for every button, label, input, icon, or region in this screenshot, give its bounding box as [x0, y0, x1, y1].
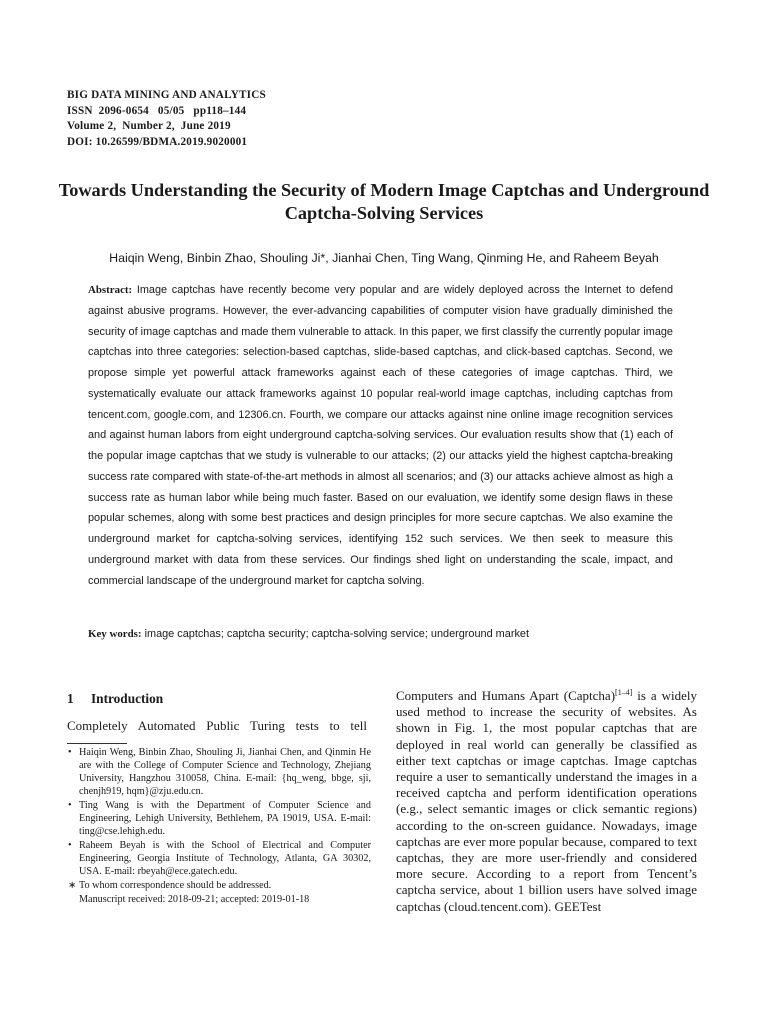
- journal-name: BIG DATA MINING AND ANALYTICS: [67, 89, 266, 101]
- footnote: [67, 839, 371, 878]
- intro-left-text: Completely Automated Public Turing tests to tell: [67, 718, 367, 733]
- section-number: 1: [67, 691, 74, 706]
- doi-line: DOI: 10.26599/BDMA.2019.9020001: [67, 135, 248, 148]
- manuscript-dates: Manuscript received: 2018-09-21; accepted: 2019-01-18: [79, 894, 310, 905]
- keywords-text: image captchas; captcha security; captcha-solving service; underground market: [144, 628, 529, 640]
- footnote: [67, 879, 371, 892]
- intro-right-text: [396, 688, 697, 915]
- footnote-text: Haiqin Weng, Binbin Zhao, Shouling Ji, Jianhai Chen, and Qinmin He are with the College of Computer Science and Technology, Zhejiang University, Hangzhou 310058, China. E-mail: {hq_weng, bbge, sji, chenjh919, hqm}@zju.edu.cn.: [79, 747, 371, 797]
- keywords-label: Key words:: [88, 628, 142, 640]
- abstract-text: Image captchas have recently become very popular and are widely deployed across the Internet to defend against abusive programs. However, the ever-advancing capabilities of computer vision have gradually diminished the security of image captchas and made them vulnerable to attack. In this paper, we first classify the currently popular image captchas into three categories: selection-based captchas, slide-based captchas, and click-based captchas. Second, we propose simple yet powerful attack frameworks against each of these categories of image captchas. Third, we systematically evaluate our attack frameworks against 10 popular real-world image captchas, including captchas from tencent.com, google.com, and 12306.cn. Fourth, we compare our attacks against nine online image recognition services and against human labors from eight underground captcha-solving services. Our evaluation results show that (1) each of the popular image captchas that we study is vulnerable to our attacks; (2) our attacks yield the highest captcha-breaking success rate compared with state-of-the-art methods in almost all scenarios; and (3) our attacks achieve almost as high a success rate as human labor while being much faster. Based on our evaluation, we identify some design flaws in these popular schemes, along with some best practices and design principles for more secure captchas. We also examine the underground market for captcha-solving services, identifying 152 such services. We then seek to measure this underground market with data from these services. Our findings shed light on understanding the scale, impact, and commercial landscape of the underground market for captcha solving.: [88, 284, 673, 587]
- abstract-label: Abstract:: [88, 284, 133, 296]
- footnote: [67, 893, 371, 906]
- footnote-text: To whom correspondence should be addressed.: [79, 880, 272, 891]
- keywords: [88, 628, 673, 640]
- abstract: [88, 280, 673, 591]
- section-title: Introduction: [91, 691, 164, 706]
- section-heading: [67, 691, 163, 707]
- footnotes: [67, 746, 371, 907]
- footnote-divider: [67, 743, 127, 744]
- footnote-text: Ting Wang is with the Department of Computer Science and Engineering, Lehigh University, Bethlehem, PA 19019, USA. E-mail: ting@cse.lehigh.edu.: [79, 800, 371, 837]
- journal-header: [67, 88, 266, 150]
- corresponding-mark: ∗: [68, 880, 77, 891]
- intro-right-pre: Computers and Humans Apart (Captcha): [396, 688, 616, 703]
- footnote-bullet: •: [68, 747, 72, 758]
- footnote-bullet: •: [68, 800, 72, 811]
- footnote-bullet: •: [68, 840, 72, 851]
- footnote-text: Raheem Beyah is with the School of Electrical and Computer Engineering, Georgia Institute of Technology, Atlanta, GA 30302, USA. E-mail: rbeyah@ece.gatech.edu.: [79, 840, 371, 877]
- footnote: [67, 746, 371, 798]
- intro-right-post: is a widely used method to increase the security of websites. As shown in Fig. 1, the most popular captchas that are deployed in real world can generally be classified as either text captchas or image captchas. Image captchas require a user to semantically understand the images in a received captcha and perform identification operations (e.g., select semantic images or click semantic regions) according to the on-screen guidance. Nowadays, image captchas are ever more popular because, compared to text captchas, they are more user-friendly and considered more secure. According to a report from Tencent’s captcha service, about 1 billion users have solved image captchas (cloud.tencent.com). GEETest: [396, 688, 697, 914]
- paper-title: Towards Understanding the Security of Modern Image Captchas and Underground Captcha-Solving Services: [58, 180, 710, 223]
- footnote: [67, 799, 371, 838]
- volume-line: Volume 2, Number 2, June 2019: [67, 120, 231, 132]
- author-list: Haiqin Weng, Binbin Zhao, Shouling Ji*, Jianhai Chen, Ting Wang, Qinming He, and Raheem Beyah: [109, 251, 659, 265]
- citation[interactable]: [1–4]: [615, 688, 633, 697]
- issn-line: ISSN 2096-0654 05/05 pp118–144: [67, 104, 247, 117]
